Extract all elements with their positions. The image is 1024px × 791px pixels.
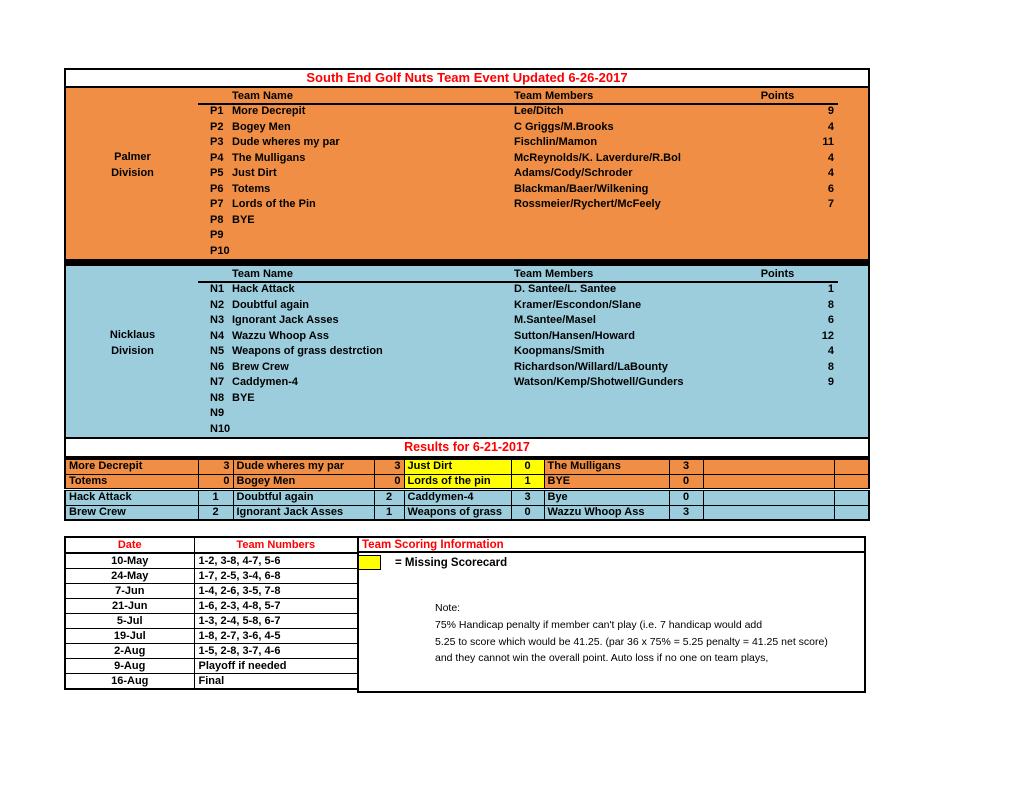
team-members-cell: [514, 406, 735, 422]
points-cell: [735, 406, 836, 422]
team-code: N10: [210, 422, 231, 435]
schedule-date-cell: 2-Aug: [65, 644, 194, 659]
schedule-row: [65, 614, 358, 629]
division-label-line2: Division: [111, 166, 154, 179]
column-header-team-members: Team Members: [514, 90, 594, 102]
schedule-row: [65, 674, 358, 690]
schedule-row: [65, 659, 358, 674]
results-score-cell: 3: [511, 490, 544, 506]
results-team-cell: Weapons of grass: [404, 505, 511, 520]
team-members-cell: Kramer/Escondon/Slane: [514, 298, 642, 311]
results-team-cell: The Mulligans: [544, 459, 669, 474]
division-row: [66, 282, 868, 298]
division-row: [66, 244, 868, 260]
results-team-cell: Bye: [544, 490, 669, 506]
team-members-cell: Sutton/Hansen/Howard: [514, 329, 636, 342]
results-team-cell: Dude wheres my par: [233, 459, 374, 474]
column-header-team-name: Team Name: [232, 90, 293, 102]
team-name-cell: More Decrepit: [232, 105, 306, 117]
results-empty-cell: [834, 490, 869, 506]
results-team-cell: Totems: [65, 474, 198, 490]
division-row: [66, 120, 868, 136]
results-score-cell: 2: [374, 490, 404, 506]
division-row: [66, 298, 868, 314]
column-header-team-name: Team Name: [232, 268, 293, 280]
team-members-cell: Watson/Kemp/Shotwell/Gunders: [514, 376, 684, 388]
schedule-teams-cell: Final: [194, 674, 358, 690]
note-line: 75% Handicap penalty if member can't play (i.e. 7 handicap would add: [435, 618, 763, 631]
division-row: [66, 213, 868, 229]
scoring-info-header: Team Scoring Information: [359, 538, 864, 553]
missing-scorecard-label: = Missing Scorecard: [395, 557, 508, 569]
team-code: P10: [210, 244, 230, 257]
team-code: N6: [210, 360, 225, 373]
results-empty-cell: [703, 459, 834, 474]
team-members-cell: [514, 213, 735, 229]
points-cell: 6: [827, 314, 834, 326]
results-empty-cell: [703, 490, 834, 506]
results-score-cell: 0: [374, 474, 404, 490]
schedule-row: [65, 569, 358, 584]
schedule-teams-cell: 1-4, 2-6, 3-5, 7-8: [194, 584, 358, 599]
team-members-cell: [514, 391, 735, 407]
team-code: P2: [210, 120, 224, 133]
team-name-cell: BYE: [232, 213, 255, 226]
results-empty-cell: [834, 459, 869, 474]
points-cell: 8: [827, 298, 834, 311]
team-members-cell: [514, 422, 735, 438]
header-underline: [198, 103, 838, 105]
note-line: 5.25 to score which would be 41.25. (par 36 x 75% = 5.25 penalty = 41.25 net score): [435, 635, 828, 648]
note-text: [435, 600, 828, 667]
team-members-cell: Blackman/Baer/Wilkening: [514, 182, 649, 195]
results-team-cell: Brew Crew: [65, 505, 198, 520]
points-cell: 12: [821, 329, 834, 342]
nicklaus-division-table: [64, 266, 870, 437]
points-cell: 11: [822, 136, 834, 148]
points-cell: [735, 228, 836, 244]
points-cell: 4: [827, 167, 834, 179]
team-members-cell: McReynolds/K. Laverdure/R.Bol: [514, 151, 681, 164]
nicklaus-division-label: [66, 328, 199, 359]
points-cell: 1: [827, 283, 834, 295]
points-cell: [735, 391, 836, 407]
schedule-teams-cell: 1-5, 2-8, 3-7, 4-6: [194, 644, 358, 659]
team-members-cell: Richardson/Willard/LaBounty: [514, 360, 668, 373]
schedule-date-cell: 19-Jul: [65, 629, 194, 644]
team-name-cell: Totems: [232, 182, 271, 195]
team-code: P3: [210, 136, 224, 148]
schedule-teams-cell: Playoff if needed: [194, 659, 358, 674]
team-code: P6: [210, 182, 224, 195]
points-cell: 4: [827, 151, 834, 164]
results-score-cell: 0: [198, 474, 233, 490]
schedule-date-cell: 21-Jun: [65, 599, 194, 614]
team-code: P4: [210, 151, 224, 164]
points-cell: [735, 213, 836, 229]
division-row: [66, 182, 868, 198]
results-team-cell: Ignorant Jack Asses: [233, 505, 374, 520]
division-row: [66, 360, 868, 376]
team-members-cell: Rossmeier/Rychert/McFeely: [514, 198, 661, 210]
team-code: N3: [210, 314, 225, 326]
results-score-cell: 0: [511, 505, 544, 520]
team-code: N1: [210, 283, 225, 295]
results-row: [65, 505, 869, 520]
results-row: [65, 474, 869, 490]
division-label-line2: Division: [111, 344, 154, 357]
team-name-cell: [232, 406, 514, 422]
results-score-cell: 1: [511, 474, 544, 490]
division-row: [66, 391, 868, 407]
team-members-cell: [514, 228, 735, 244]
scoring-info-box: [357, 536, 866, 693]
team-members-cell: Lee/Ditch: [514, 105, 564, 117]
results-score-cell: 3: [198, 459, 233, 474]
results-team-cell: BYE: [544, 474, 669, 490]
division-row: [66, 406, 868, 422]
team-code: N4: [210, 329, 225, 342]
palmer-header-row: [66, 88, 868, 104]
results-team-cell: Lords of the pin: [404, 474, 511, 490]
division-separator: [64, 259, 870, 266]
points-cell: 4: [827, 345, 834, 357]
division-label-line1: Palmer: [114, 151, 151, 163]
points-cell: [735, 422, 836, 438]
schedule-table: [64, 536, 359, 690]
note-line: Note:: [435, 602, 461, 614]
team-name-cell: Wazzu Whoop Ass: [232, 329, 329, 342]
team-members-cell: D. Santee/L. Santee: [514, 283, 617, 295]
team-members-cell: M.Santee/Masel: [514, 314, 596, 326]
results-row: [65, 459, 869, 474]
team-name-cell: Bogey Men: [232, 120, 291, 133]
team-name-cell: Just Dirt: [232, 167, 277, 179]
results-score-cell: 0: [669, 474, 703, 490]
team-name-cell: Dude wheres my par: [232, 136, 340, 148]
schedule-row: [65, 629, 358, 644]
team-name-cell: Hack Attack: [232, 283, 295, 295]
team-code: N7: [210, 376, 225, 388]
results-score-cell: 2: [198, 505, 233, 520]
column-header-points: Points: [760, 268, 795, 280]
results-table: [64, 458, 870, 521]
team-name-cell: Weapons of grass destrction: [232, 345, 383, 357]
schedule-date-cell: 10-May: [65, 553, 194, 569]
division-row: [66, 313, 868, 329]
schedule-header-date: Date: [65, 537, 194, 553]
division-row: [66, 422, 868, 438]
team-name-cell: Caddymen-4: [232, 376, 299, 388]
team-code: N9: [210, 407, 225, 419]
results-score-cell: 1: [374, 505, 404, 520]
schedule-date-cell: 9-Aug: [65, 659, 194, 674]
team-code: P5: [210, 167, 224, 179]
results-team-cell: Bogey Men: [233, 474, 374, 490]
schedule-teams-cell: 1-3, 2-4, 5-8, 6-7: [194, 614, 358, 629]
results-empty-cell: [703, 505, 834, 520]
schedule-teams-cell: 1-8, 2-7, 3-6, 4-5: [194, 629, 358, 644]
schedule-date-cell: 16-Aug: [65, 674, 194, 690]
team-name-cell: [232, 228, 514, 244]
page-title: South End Golf Nuts Team Event Updated 6-26-2017: [64, 68, 870, 88]
results-team-cell: Hack Attack: [65, 490, 198, 506]
header-underline: [198, 281, 838, 283]
team-code: P8: [210, 213, 224, 226]
points-cell: 9: [827, 105, 834, 117]
team-members-cell: Koopmans/Smith: [514, 345, 605, 357]
team-code: P7: [210, 198, 224, 210]
schedule-date-cell: 7-Jun: [65, 584, 194, 599]
results-score-cell: 1: [198, 490, 233, 506]
results-empty-cell: [703, 474, 834, 490]
team-members-cell: C Griggs/M.Brooks: [514, 120, 614, 133]
results-row: [65, 490, 869, 506]
team-members-cell: [514, 244, 735, 260]
division-label-line1: Nicklaus: [109, 329, 156, 341]
team-code: N2: [210, 298, 225, 311]
results-title: Results for 6-21-2017: [64, 437, 870, 458]
schedule-date-cell: 5-Jul: [65, 614, 194, 629]
results-score-cell: 0: [669, 490, 703, 506]
schedule-row: [65, 553, 358, 569]
points-cell: 9: [827, 376, 834, 388]
results-team-cell: More Decrepit: [65, 459, 198, 474]
schedule-row: [65, 584, 358, 599]
team-name-cell: Doubtful again: [232, 298, 309, 311]
results-team-cell: Just Dirt: [404, 459, 511, 474]
team-name-cell: The Mulligans: [232, 151, 306, 164]
team-code: N5: [210, 345, 225, 357]
results-team-cell: Doubtful again: [233, 490, 374, 506]
team-name-cell: Brew Crew: [232, 360, 289, 373]
palmer-division-label: [66, 150, 199, 181]
team-name-cell: Ignorant Jack Asses: [232, 314, 339, 326]
results-empty-cell: [834, 505, 869, 520]
division-row: [66, 375, 868, 391]
results-team-cell: Wazzu Whoop Ass: [544, 505, 669, 520]
schedule-header-row: [65, 537, 358, 553]
nicklaus-header-row: [66, 266, 868, 282]
results-team-cell: Caddymen-4: [404, 490, 511, 506]
results-score-cell: 3: [669, 459, 703, 474]
schedule-date-cell: 24-May: [65, 569, 194, 584]
division-row: [66, 228, 868, 244]
palmer-division-table: [64, 88, 870, 259]
schedule-header-teams: Team Numbers: [194, 537, 358, 553]
column-header-team-members: Team Members: [514, 268, 594, 280]
schedule-row: [65, 599, 358, 614]
team-members-cell: Adams/Cody/Schroder: [514, 167, 633, 179]
schedule-teams-cell: 1-2, 3-8, 4-7, 5-6: [194, 553, 358, 569]
missing-scorecard-swatch: [359, 555, 381, 570]
note-line: and they cannot win the overall point. Auto loss if no one on team plays,: [435, 652, 769, 665]
team-name-cell: [232, 422, 514, 438]
team-name-cell: Lords of the Pin: [232, 198, 316, 210]
results-empty-cell: [834, 474, 869, 490]
points-cell: 8: [827, 360, 834, 373]
schedule-teams-cell: 1-6, 2-3, 4-8, 5-7: [194, 599, 358, 614]
points-cell: 4: [827, 120, 834, 133]
results-score-cell: 3: [669, 505, 703, 520]
results-score-cell: 3: [374, 459, 404, 474]
division-row: [66, 197, 868, 213]
team-members-cell: Fischlin/Mamon: [514, 136, 598, 148]
points-cell: [735, 244, 836, 260]
column-header-points: Points: [760, 90, 795, 102]
team-code: N8: [210, 391, 225, 404]
results-score-cell: 0: [511, 459, 544, 474]
team-name-cell: BYE: [232, 391, 255, 404]
team-code: P1: [210, 105, 224, 117]
team-name-cell: [232, 244, 514, 260]
division-row: [66, 135, 868, 151]
division-row: [66, 104, 868, 120]
schedule-row: [65, 644, 358, 659]
team-code: P9: [210, 229, 224, 241]
schedule-teams-cell: 1-7, 2-5, 3-4, 6-8: [194, 569, 358, 584]
points-cell: 7: [827, 198, 834, 210]
points-cell: 6: [827, 182, 834, 195]
